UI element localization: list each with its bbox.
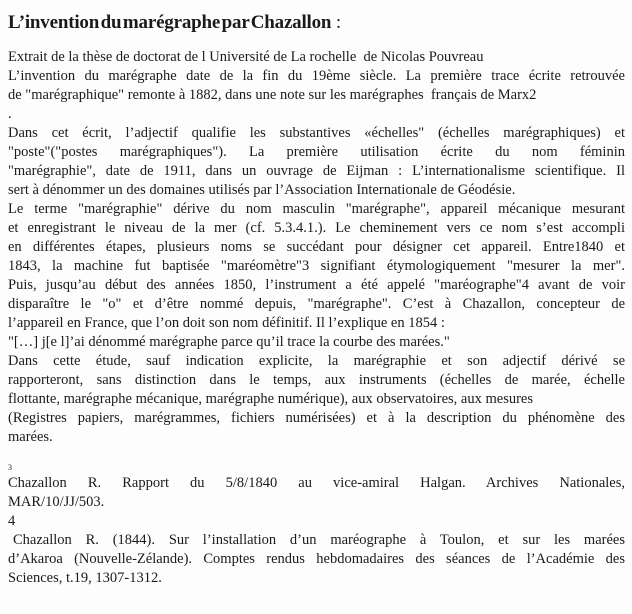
footnote-line: Chazallon R. (1844). Sur l’installation d’un maréographe à Toulon, et sur les marées — [13, 532, 625, 548]
text-line: Le terme "marégraphie" dérive du nom masculin "marégraphe", appareil mécanique mesurant — [8, 201, 625, 217]
text-line: "marégraphie", date de 1911, dans un ouvrage de Eijman : L’internationalisme scientifique. Il — [8, 163, 625, 179]
page-title — [8, 12, 625, 34]
footnote-line: MAR/10/JJ/503. — [8, 494, 105, 510]
text-line: disparaître le "o" et d’être nommé depuis, "marégraphe". C’est à Chazallon, concepteur de — [8, 296, 625, 312]
text-line: Dans cette étude, sauf indication explicite, la marégraphie et son adjectif dérivé se — [8, 353, 625, 369]
text-line: sert à dénommer un des domaines utilisés par l’Association Internationale de Géodésie. — [8, 182, 516, 198]
text-line: marées. — [8, 429, 53, 445]
text-line: "[…] j[e l]’ai dénommé marégraphe parce qu’il trace la courbe des marées." — [8, 334, 450, 350]
text-line: L’invention du marégraphe date de la fin du 19ème siècle. La première trace écrite retrouvée — [8, 68, 625, 84]
footnote-marker: 4 — [8, 513, 16, 529]
text-line: . — [8, 106, 12, 122]
document-body — [8, 48, 625, 588]
text-line: et enregistrant le niveau de la mer (cf. 5.3.4.1.). Le cheminement vers ce nom s’est accompli — [8, 220, 625, 236]
text-line: en différentes étapes, plusieurs noms se succédant pour désigner cet appareil. Entre1840 et — [8, 239, 625, 255]
text-line: rapporteront, sans distinction dans le temps, aux instruments (échelles de marée, échelle — [8, 372, 625, 388]
text-line: Extrait de la thèse de doctorat de l Université de La rochelle de Nicolas Pouvreau — [8, 49, 484, 65]
text-line: 1843, la machine fut baptisée "maréomètre"3 signifiant étymologiquement "mesurer la mer". — [8, 258, 625, 274]
text-line: Dans cet écrit, l’adjectif qualifie les substantives «échelles" (échelles marégraphiques) et — [8, 125, 625, 141]
text-line: "poste"("postes marégraphiques"). La première utilisation écrite du nom féminin — [8, 144, 625, 160]
page-title-colon: : — [331, 12, 341, 33]
footnote-line: Sciences, t.19, 1307-1312. — [8, 570, 162, 586]
footnote-marker: 3 — [8, 463, 12, 472]
footnote-line: Chazallon R. Rapport du 5/8/1840 au vice-amiral Halgan. Archives Nationales, — [8, 475, 625, 491]
text-line: (Registres papiers, marégrammes, fichiers numérisées) et à la description du phénomène des — [8, 410, 625, 426]
text-line: de "marégraphique" remonte à 1882, dans une note sur les marégraphes français de Marx2 — [8, 87, 537, 103]
text-line: l’appareil en France, que l’on doit son nom définitif. Il l’explique en 1854 : — [8, 315, 445, 331]
footnote-line: d’Akaroa (Nouvelle-Zélande). Comptes rendus hebdomadaires des séances de l’Académie des — [8, 551, 625, 567]
text-line: Puis, jusqu’au début des années 1850, l’instrument a été appelé "maréographe"4 avant de voir — [8, 277, 625, 293]
page-title-text: L’invention du marégraphe par Chazallon — [8, 12, 332, 33]
text-line: flottante, marégraphe mécanique, marégraphe numérique), aux observatoires, aux mesures — [8, 391, 534, 407]
